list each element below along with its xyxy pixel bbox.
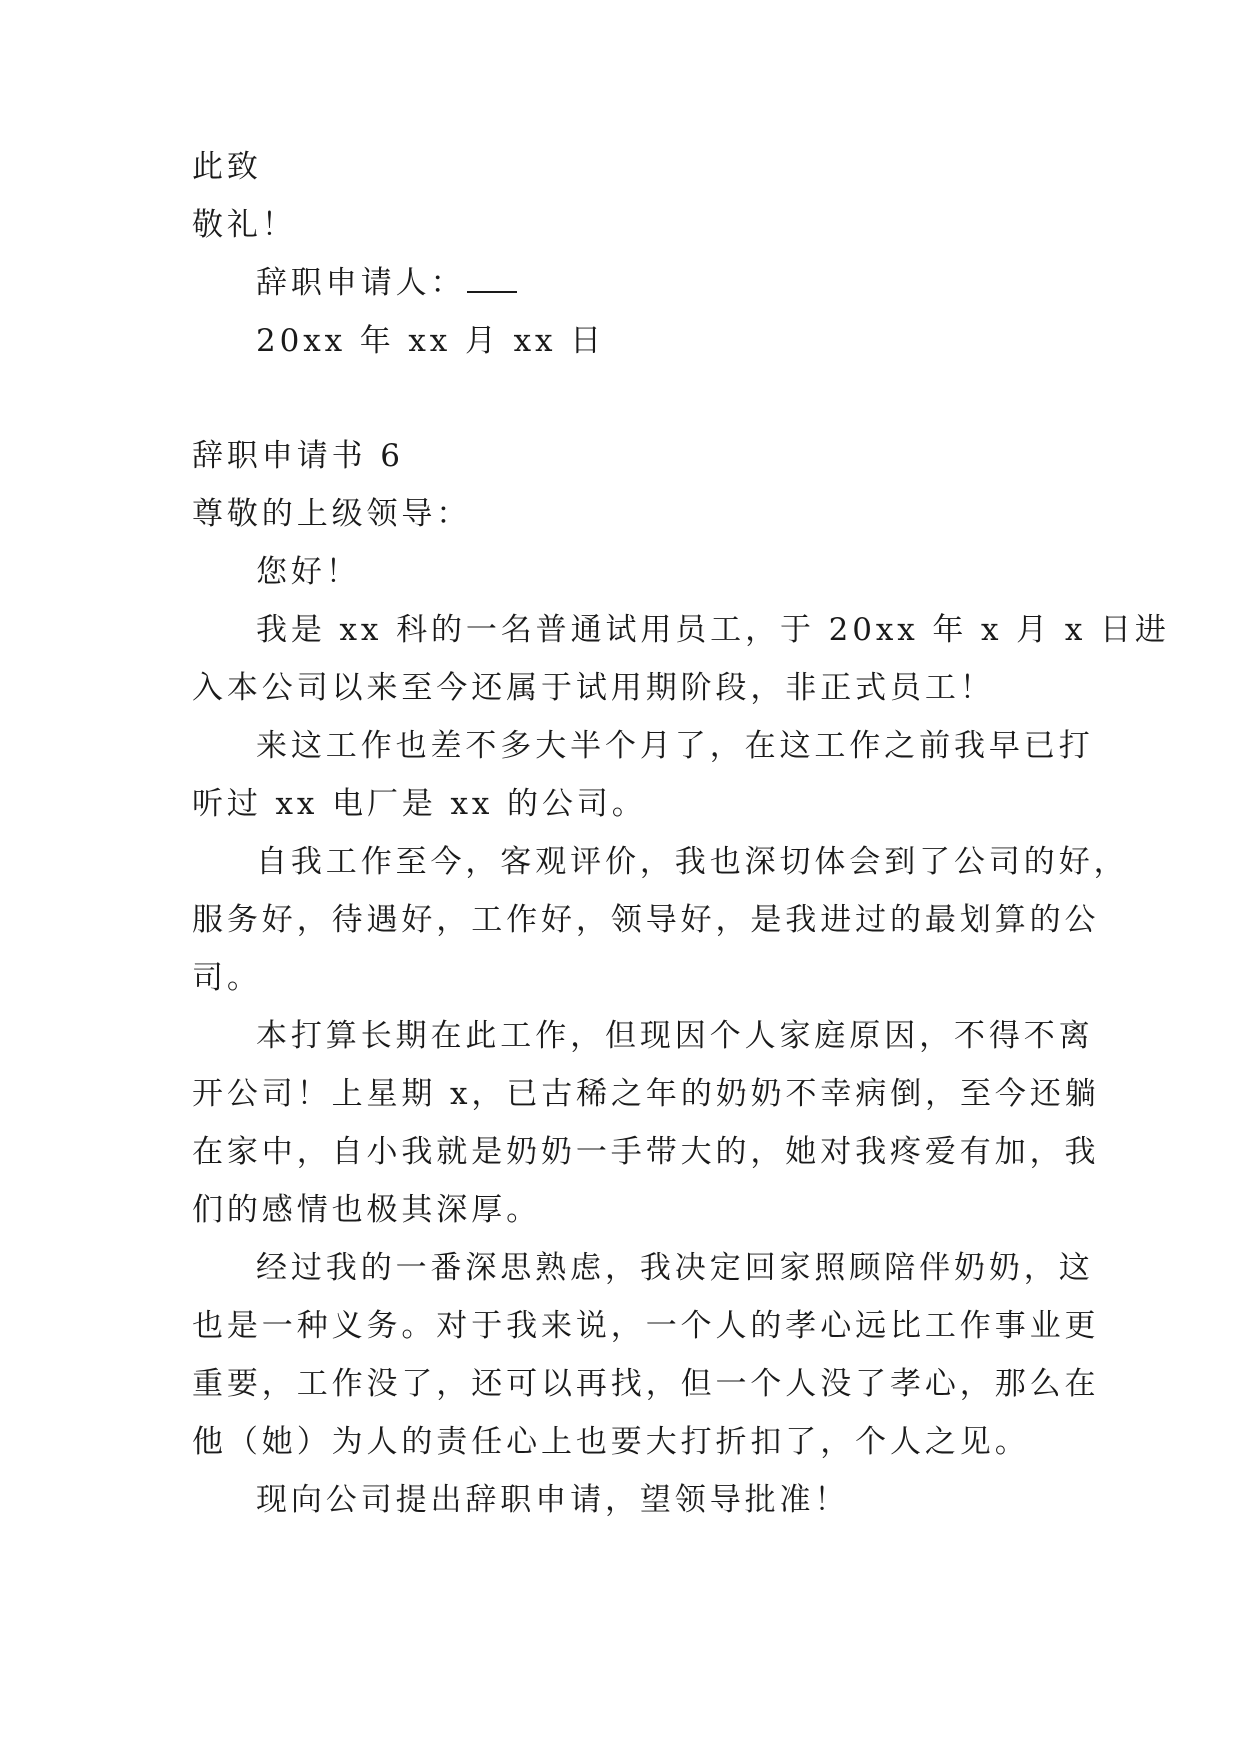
body-line: 本打算长期在此工作，但现因个人家庭原因，不得不离 bbox=[256, 1018, 1094, 1054]
body-line: 来这工作也差不多大半个月了，在这工作之前我早已打 bbox=[256, 728, 1094, 764]
body-line: 服务好，待遇好，工作好，领导好，是我进过的最划算的公 bbox=[192, 902, 1100, 938]
signature-blank bbox=[467, 267, 517, 293]
date-line: 20xx 年 xx 月 xx 日 bbox=[256, 323, 606, 359]
body-line: 在家中，自小我就是奶奶一手带大的，她对我疼爱有加，我 bbox=[192, 1134, 1100, 1170]
body-line: 也是一种义务。对于我来说，一个人的孝心远比工作事业更 bbox=[192, 1308, 1100, 1344]
body-line: 他（她）为人的责任心上也要大打折扣了，个人之见。 bbox=[192, 1424, 1030, 1460]
body-line: 现向公司提出辞职申请，望领导批准！ bbox=[256, 1482, 850, 1518]
body-line: 我是 xx 科的一名普通试用员工，于 20xx 年 x 月 x 日进 bbox=[256, 612, 1170, 648]
greeting: 您好！ bbox=[256, 554, 361, 590]
body-line: 经过我的一番深思熟虑，我决定回家照顾陪伴奶奶，这 bbox=[256, 1250, 1094, 1286]
signature-label: 辞职申请人： bbox=[256, 265, 466, 301]
closing-line-2: 敬礼！ bbox=[192, 207, 297, 243]
closing-line-1: 此致 bbox=[192, 149, 262, 185]
body-line: 司。 bbox=[192, 960, 262, 996]
body-line: 们的感情也极其深厚。 bbox=[192, 1192, 541, 1228]
body-line: 自我工作至今，客观评价，我也深切体会到了公司的好， bbox=[256, 844, 1129, 880]
body-line: 重要，工作没了，还可以再找，但一个人没了孝心，那么在 bbox=[192, 1366, 1100, 1402]
signature-line bbox=[256, 263, 1126, 303]
body-line: 入本公司以来至今还属于试用期阶段，非正式员工！ bbox=[192, 670, 995, 706]
body-line: 开公司！上星期 x，已古稀之年的奶奶不幸病倒，至今还躺 bbox=[192, 1076, 1100, 1112]
letter-heading: 辞职申请书 6 bbox=[192, 438, 404, 474]
body-line: 听过 xx 电厂是 xx 的公司。 bbox=[192, 786, 647, 822]
salutation: 尊敬的上级领导： bbox=[192, 496, 472, 532]
